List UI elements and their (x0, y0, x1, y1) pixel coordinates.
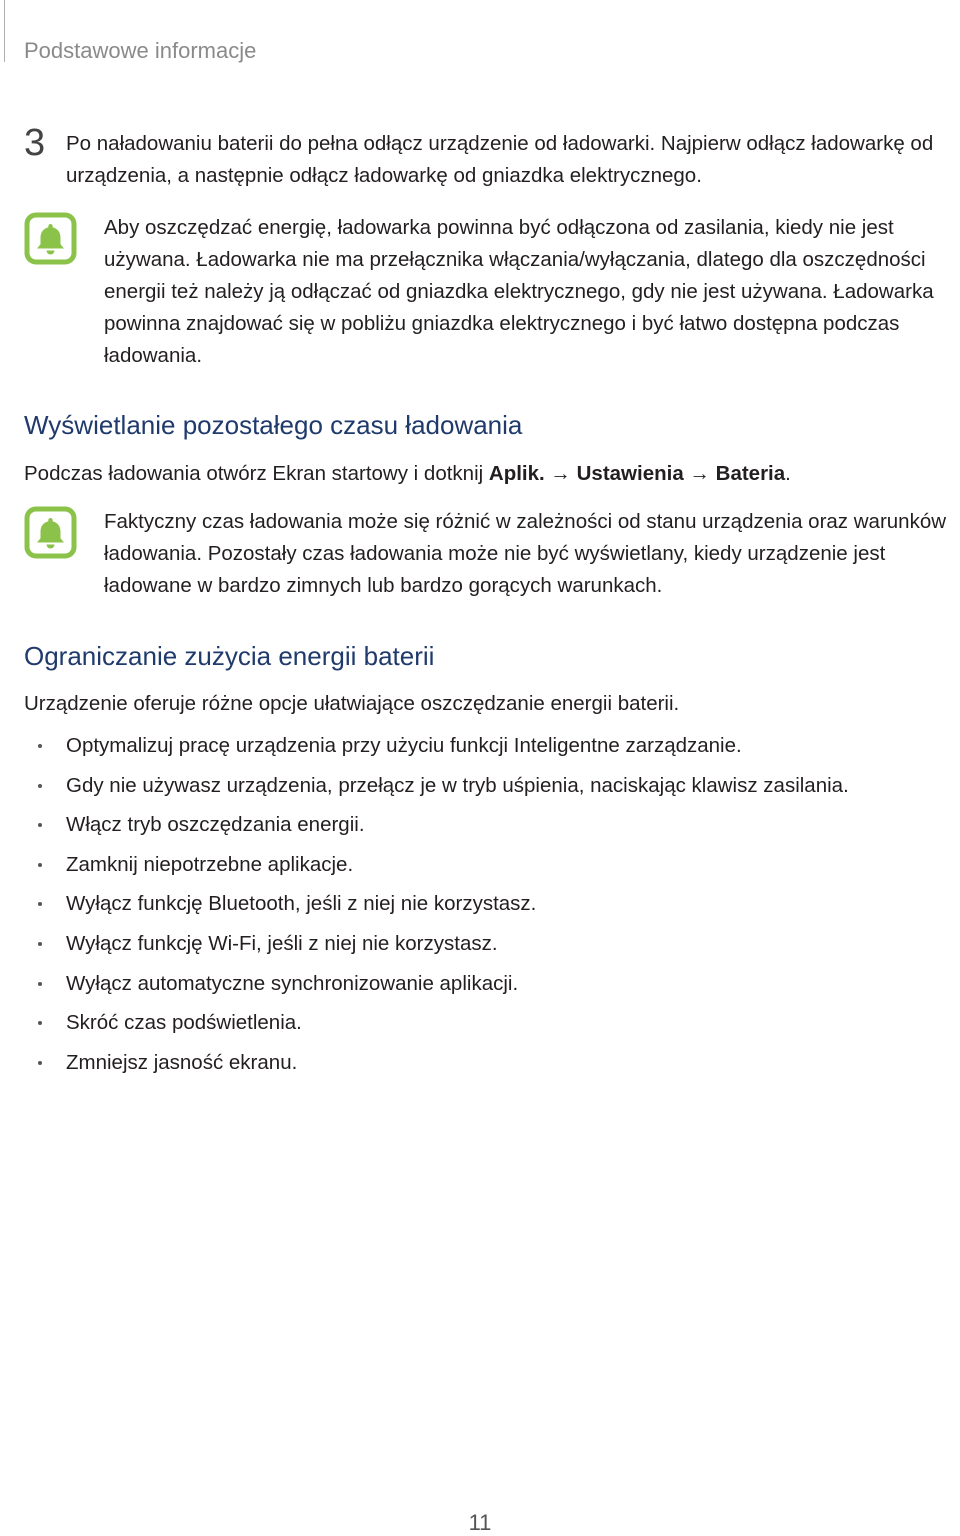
menu-path-battery: Bateria (715, 462, 786, 485)
step-number: 3 (24, 122, 46, 164)
page-number: 11 (468, 1510, 492, 1535)
menu-path-settings: Ustawienia (576, 462, 684, 485)
list-item: Zamknij niepotrzebne aplikacje. (24, 849, 954, 889)
instruction-end: . (785, 462, 791, 485)
list-item: Skróć czas podświetlenia. (24, 1007, 954, 1047)
section-title-charging-time: Wyświetlanie pozostałego czasu ładowania (24, 410, 523, 440)
list-item: Wyłącz funkcję Bluetooth, jeśli z niej nie korzystasz. (24, 888, 954, 928)
arrow-icon: → (550, 462, 571, 485)
charging-time-instructions (24, 458, 954, 490)
battery-saving-intro: Urządzenie oferuje różne opcje ułatwiające oszczędzanie energii baterii. (24, 692, 680, 715)
bullet-icon (38, 942, 42, 946)
list-item: Gdy nie używasz urządzenia, przełącz je w tryb uśpienia, naciskając klawisz zasilania. (24, 770, 954, 810)
bullet-icon (38, 784, 42, 788)
list-item: Wyłącz funkcję Wi-Fi, jeśli z niej nie korzystasz. (24, 928, 954, 968)
bullet-icon (38, 902, 42, 906)
menu-path-apps: Aplik. (488, 462, 545, 485)
bullet-icon (38, 863, 42, 867)
bullet-icon (38, 744, 42, 748)
note-text: Faktyczny czas ładowania może się różnić w zależności od stanu urządzenia oraz warunków ładowania. Pozostały czas ładowania może nie być wyświetlany, kiedy urządzenie jest ładowane w bardzo zimnych lub bardzo gorących warunkach. (104, 510, 947, 597)
list-item: Optymalizuj pracę urządzenia przy użyciu funkcji Inteligentne zarządzanie. (24, 730, 954, 770)
instruction-text: Podczas ładowania otwórz Ekran startowy i dotknij (24, 462, 489, 485)
section-title-battery-saving: Ograniczanie zużycia energii baterii (24, 641, 435, 671)
battery-tips-list (24, 730, 954, 1086)
list-item: Zmniejsz jasność ekranu. (24, 1047, 954, 1087)
bullet-icon (38, 982, 42, 986)
step-text: Po naładowaniu baterii do pełna odłącz urządzenie od ładowarki. Najpierw odłącz ładowarkę od urządzenia, a następnie odłącz ładowarkę od gniazdka elektrycznego. (66, 132, 934, 187)
bullet-icon (38, 1021, 42, 1025)
bell-notice-icon (24, 212, 77, 265)
list-item: Wyłącz automatyczne synchronizowanie aplikacji. (24, 968, 954, 1008)
page-header: Podstawowe informacje (24, 38, 257, 63)
page-margin-rule (4, 0, 5, 62)
list-item: Włącz tryb oszczędzania energii. (24, 809, 954, 849)
arrow-icon: → (689, 462, 710, 485)
bullet-icon (38, 1061, 42, 1065)
note-text: Aby oszczędzać energię, ładowarka powinna być odłączona od zasilania, kiedy nie jest używana. Ładowarka nie ma przełącznika włączania/wyłączania, dlatego dla oszczędności energii też należy ją odłączać od gniazdka elektrycznego, gdy nie jest używana. Ładowarka powinna znajdować się w pobliżu gniazdka elektrycznego i być łatwo dostępna podczas ładowania. (104, 216, 934, 367)
bell-notice-icon (24, 506, 77, 559)
bullet-icon (38, 823, 42, 827)
